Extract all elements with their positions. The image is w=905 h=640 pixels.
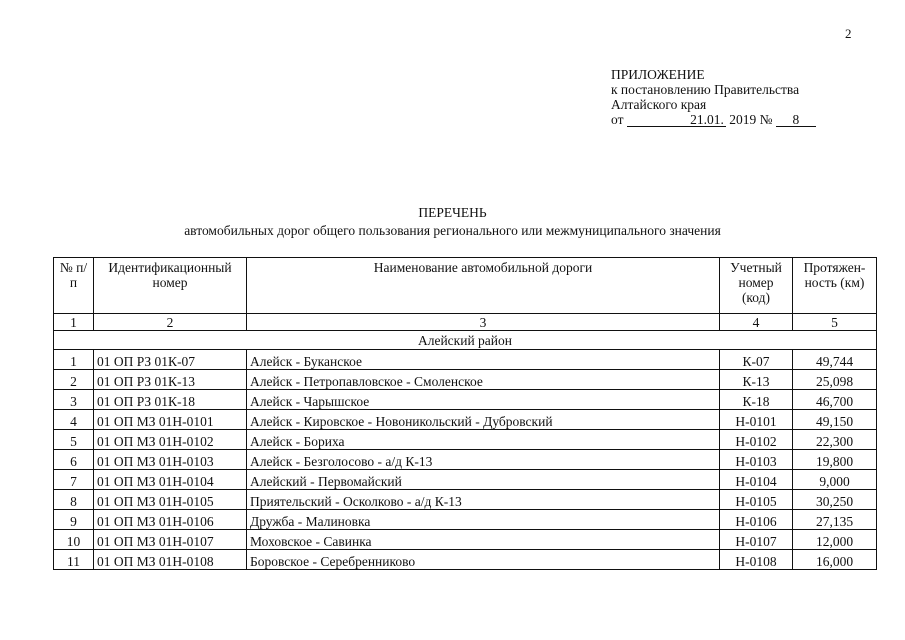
column-number: 2 [94,314,247,331]
cell-length: 46,700 [793,390,877,410]
header-no: № п/п [54,258,94,314]
table-row [54,390,877,410]
column-number: 5 [793,314,877,331]
cell-length: 25,098 [793,370,877,390]
cell-road-id: 01 ОП МЗ 01Н-0106 [94,510,247,530]
cell-row-number: 4 [54,410,94,430]
table-header-row [54,258,877,314]
cell-account-number: Н-0103 [720,450,793,470]
decree-year: 2019 [729,112,757,127]
cell-row-number: 6 [54,450,94,470]
appendix-heading: ПРИЛОЖЕНИЕ [611,67,705,82]
cell-road-id: 01 ОП МЗ 01Н-0107 [94,530,247,550]
table-row [54,510,877,530]
district-name: Алейский район [54,331,877,350]
appendix-block [611,67,816,127]
cell-road-id: 01 ОП МЗ 01Н-0102 [94,430,247,450]
cell-account-number: К-07 [720,350,793,370]
decree-date: 21.01. [627,113,726,127]
cell-road-name: Моховское - Савинка [247,530,720,550]
cell-account-number: Н-0102 [720,430,793,450]
cell-length: 22,300 [793,430,877,450]
cell-row-number: 10 [54,530,94,550]
cell-road-name: Алейск - Безголосово - а/д К-13 [247,450,720,470]
column-number: 4 [720,314,793,331]
cell-road-id: 01 ОП МЗ 01Н-0108 [94,550,247,570]
cell-account-number: Н-0105 [720,490,793,510]
cell-road-name: Алейск - Кировское - Новоникольский - Дубровский [247,410,720,430]
cell-row-number: 11 [54,550,94,570]
cell-row-number: 3 [54,390,94,410]
table-row [54,530,877,550]
district-row [54,331,877,350]
cell-account-number: Н-0107 [720,530,793,550]
cell-row-number: 9 [54,510,94,530]
cell-account-number: Н-0101 [720,410,793,430]
cell-account-number: К-13 [720,370,793,390]
cell-road-name: Алейск - Петропавловское - Смоленское [247,370,720,390]
document-title: ПЕРЕЧЕНЬ [418,205,487,220]
cell-road-name: Дружба - Малиновка [247,510,720,530]
cell-road-id: 01 ОП МЗ 01Н-0105 [94,490,247,510]
cell-road-name: Алейский - Первомайский [247,470,720,490]
table-row [54,410,877,430]
table-row [54,470,877,490]
header-length: Протяжен-ность (км) [793,258,877,314]
cell-road-id: 01 ОП МЗ 01Н-0103 [94,450,247,470]
column-number-row [54,314,877,331]
cell-account-number: Н-0106 [720,510,793,530]
cell-row-number: 5 [54,430,94,450]
cell-length: 19,800 [793,450,877,470]
table-row [54,490,877,510]
column-number: 3 [247,314,720,331]
cell-road-name: Алейск - Бориха [247,430,720,450]
cell-row-number: 8 [54,490,94,510]
cell-length: 12,000 [793,530,877,550]
cell-length: 30,250 [793,490,877,510]
column-number: 1 [54,314,94,331]
table-row [54,350,877,370]
cell-length: 9,000 [793,470,877,490]
table-row [54,550,877,570]
table-row [54,370,877,390]
cell-account-number: Н-0108 [720,550,793,570]
header-account: Учетный номер (код) [720,258,793,314]
table-row [54,450,877,470]
appendix-region-line: Алтайского края [611,97,707,112]
cell-road-id: 01 ОП РЗ 01К-07 [94,350,247,370]
appendix-decree-line: к постановлению Правительства [611,82,800,97]
appendix-date-line [611,112,816,127]
cell-length: 27,135 [793,510,877,530]
date-prefix: от [611,112,624,127]
cell-length: 49,150 [793,410,877,430]
cell-road-name: Алейск - Чарышское [247,390,720,410]
cell-road-name: Боровское - Серебренниково [247,550,720,570]
cell-length: 16,000 [793,550,877,570]
cell-road-id: 01 ОП РЗ 01К-18 [94,390,247,410]
cell-length: 49,744 [793,350,877,370]
cell-account-number: К-18 [720,390,793,410]
decree-number: 8 [776,113,816,127]
cell-road-name: Приятельский - Осколково - а/д К-13 [247,490,720,510]
cell-road-id: 01 ОП МЗ 01Н-0104 [94,470,247,490]
cell-row-number: 2 [54,370,94,390]
cell-road-name: Алейск - Буканское [247,350,720,370]
roads-table [53,257,877,570]
cell-road-id: 01 ОП МЗ 01Н-0101 [94,410,247,430]
document-subtitle: автомобильных дорог общего пользования регионального или межмуниципального значения [184,223,721,238]
header-name: Наименование автомобильной дороги [247,258,720,314]
cell-road-id: 01 ОП РЗ 01К-13 [94,370,247,390]
cell-row-number: 7 [54,470,94,490]
cell-row-number: 1 [54,350,94,370]
number-sign: № [759,112,773,127]
header-id: Идентификационный номер [94,258,247,314]
cell-account-number: Н-0104 [720,470,793,490]
table-row [54,430,877,450]
page-number: 2 [845,26,852,41]
